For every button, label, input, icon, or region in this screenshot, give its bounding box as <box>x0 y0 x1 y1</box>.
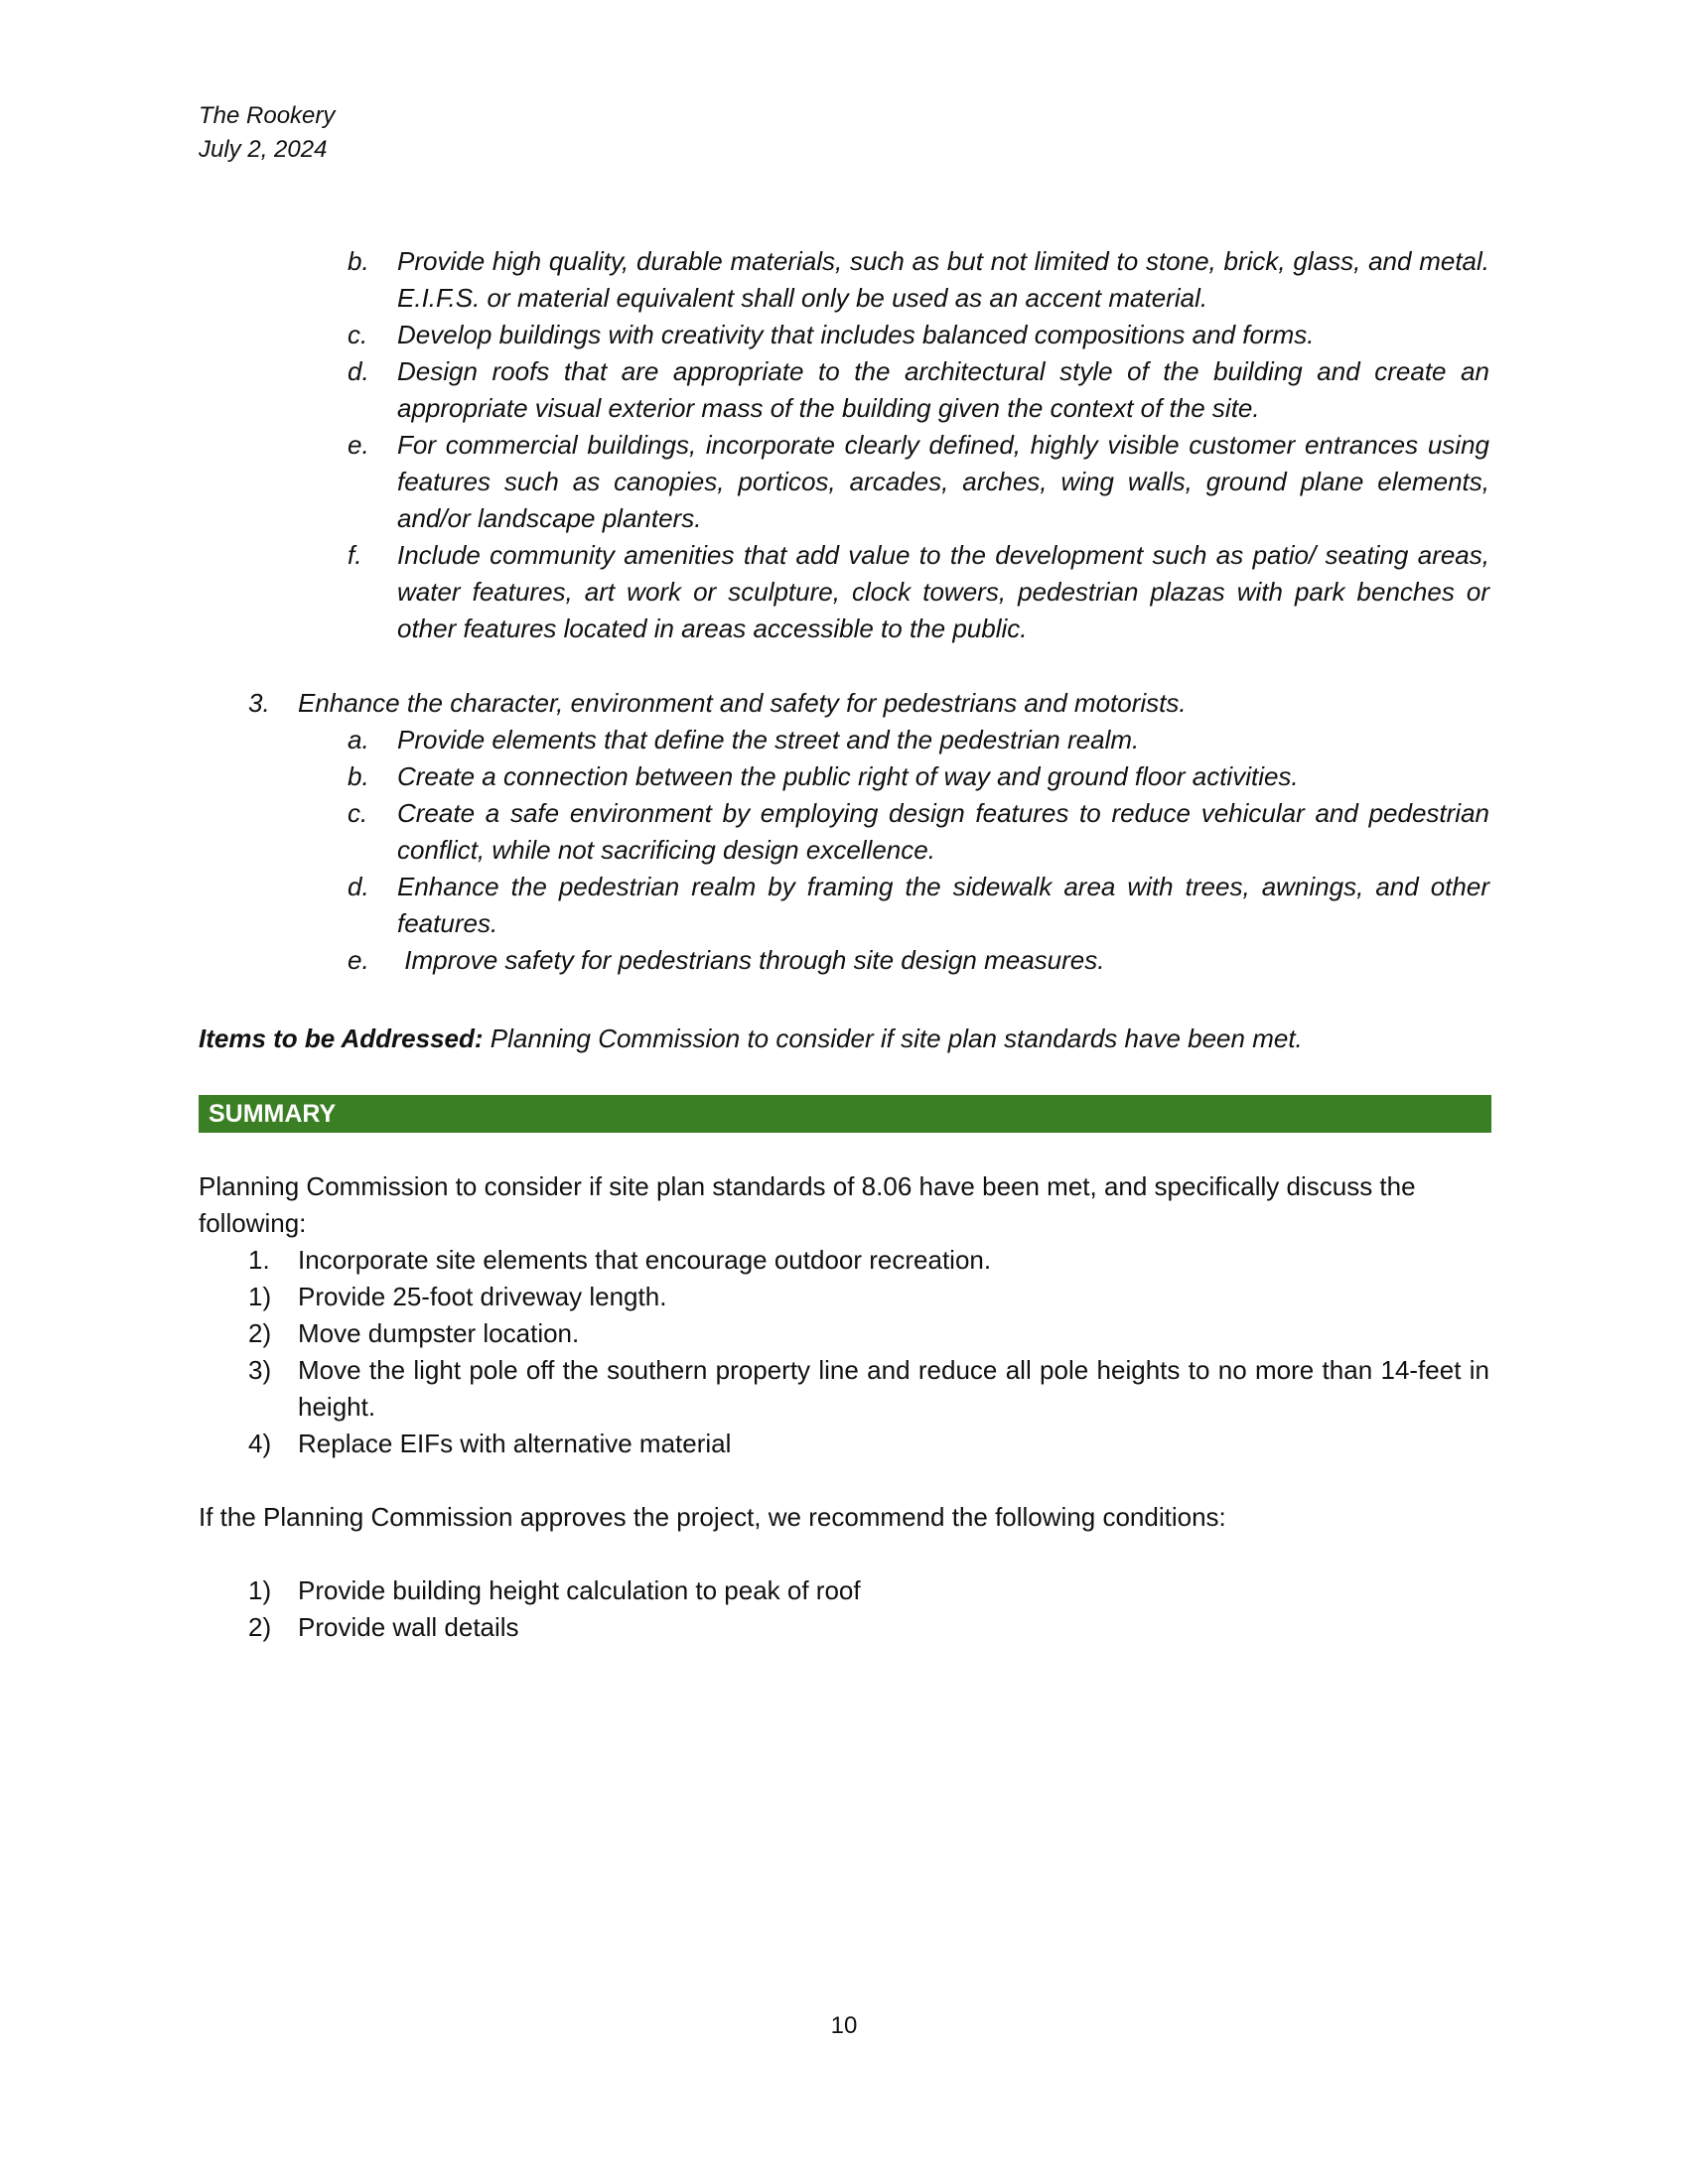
list-marker: e. <box>348 430 369 460</box>
list-item-text: Include community amenities that add value to the development such as patio/ seating areas, water features, art work or sculpture, clock towers, pedestrian plazas with park benches or other features located in areas accessible to the public. <box>397 540 1489 643</box>
list-item <box>199 869 1489 942</box>
list-marker: b. <box>348 761 369 791</box>
list-marker: 3) <box>248 1355 272 1385</box>
list-marker: f. <box>348 540 362 570</box>
list-item-text: Move dumpster location. <box>298 1318 580 1348</box>
list-marker: 1) <box>248 1282 272 1311</box>
list-item <box>199 427 1489 537</box>
summary-content <box>199 1168 1489 1646</box>
list-item-text: Move the light pole off the southern property line and reduce all pole heights to no more than 14-feet in height. <box>298 1355 1489 1422</box>
document-date: July 2, 2024 <box>199 136 328 163</box>
list-item <box>199 1352 1489 1426</box>
list-item-text: Create a safe environment by employing design features to reduce vehicular and pedestrian conflict, while not sacrificing design excellence. <box>397 798 1489 865</box>
page-number: 10 <box>830 2012 858 2039</box>
numbered-section-3 <box>199 685 1489 979</box>
list-marker: c. <box>348 320 368 349</box>
summary-heading: SUMMARY <box>199 1095 1491 1133</box>
list-item-text: Enhance the pedestrian realm by framing the sidewalk area with trees, awnings, and other features. <box>397 872 1489 938</box>
list-item <box>199 1609 1489 1646</box>
list-marker: 1. <box>248 1245 270 1275</box>
list-item <box>199 1242 1489 1279</box>
continued-list <box>199 243 1489 647</box>
list-marker: c. <box>348 798 368 828</box>
list-item-text: Provide building height calculation to peak of roof <box>298 1575 861 1605</box>
list-item <box>199 758 1489 795</box>
spacer <box>199 1536 1489 1572</box>
list-item <box>199 795 1489 869</box>
list-item <box>199 537 1489 647</box>
list-item-text: Create a connection between the public right of way and ground floor activities. <box>397 761 1299 791</box>
summary-intro: Planning Commission to consider if site plan standards of 8.06 have been met, and specifically discuss the following: <box>199 1171 1416 1238</box>
list-item <box>199 685 1489 722</box>
list-marker: b. <box>348 246 369 276</box>
list-item <box>199 353 1489 427</box>
list-item-text: Incorporate site elements that encourage outdoor recreation. <box>298 1245 992 1275</box>
list-item-text: Replace EIFs with alternative material <box>298 1429 732 1458</box>
list-item <box>199 317 1489 353</box>
list-marker: d. <box>348 356 369 386</box>
list-item <box>199 1426 1489 1462</box>
list-marker: 4) <box>248 1429 272 1458</box>
list-marker: 1) <box>248 1575 272 1605</box>
list-item <box>199 243 1489 317</box>
list-item-text: Enhance the character, environment and safety for pedestrians and motorists. <box>298 688 1187 718</box>
list-item <box>199 942 1489 979</box>
list-item-text: Provide 25-foot driveway length. <box>298 1282 667 1311</box>
list-marker: a. <box>348 725 369 754</box>
list-item-text: Improve safety for pedestrians through site design measures. <box>397 945 1105 975</box>
list-marker: 2) <box>248 1612 272 1642</box>
list-item-text: Develop buildings with creativity that includes balanced compositions and forms. <box>397 320 1315 349</box>
list-marker: d. <box>348 872 369 901</box>
list-item-text: Design roofs that are appropriate to the architectural style of the building and create an appropriate visual exterior mass of the building given the context of the site. <box>397 356 1489 423</box>
list-item <box>199 1572 1489 1609</box>
list-item <box>199 1315 1489 1352</box>
items-to-address-label: Items to be Addressed: <box>199 1024 484 1053</box>
list-marker: 3. <box>248 688 270 718</box>
list-marker: 2) <box>248 1318 272 1348</box>
list-item <box>199 722 1489 758</box>
items-to-address <box>199 1021 1489 1057</box>
document-title: The Rookery <box>199 102 336 129</box>
conditions-intro: If the Planning Commission approves the project, we recommend the following conditions: <box>199 1502 1226 1532</box>
list-item-text: Provide wall details <box>298 1612 519 1642</box>
list-item-text: For commercial buildings, incorporate clearly defined, highly visible customer entrances using features such as canopies, porticos, arcades, arches, wing walls, ground plane elements, and/or landscape planters. <box>397 430 1489 533</box>
list-item-text: Provide elements that define the street and the pedestrian realm. <box>397 725 1140 754</box>
list-item-text: Provide high quality, durable materials, such as but not limited to stone, brick, glass, and metal. E.I.F.S. or material equivalent shall only be used as an accent material. <box>397 246 1489 313</box>
spacer <box>199 1462 1489 1499</box>
list-marker: e. <box>348 945 369 975</box>
list-item <box>199 1279 1489 1315</box>
items-to-address-text: Planning Commission to consider if site plan standards have been met. <box>483 1024 1303 1053</box>
